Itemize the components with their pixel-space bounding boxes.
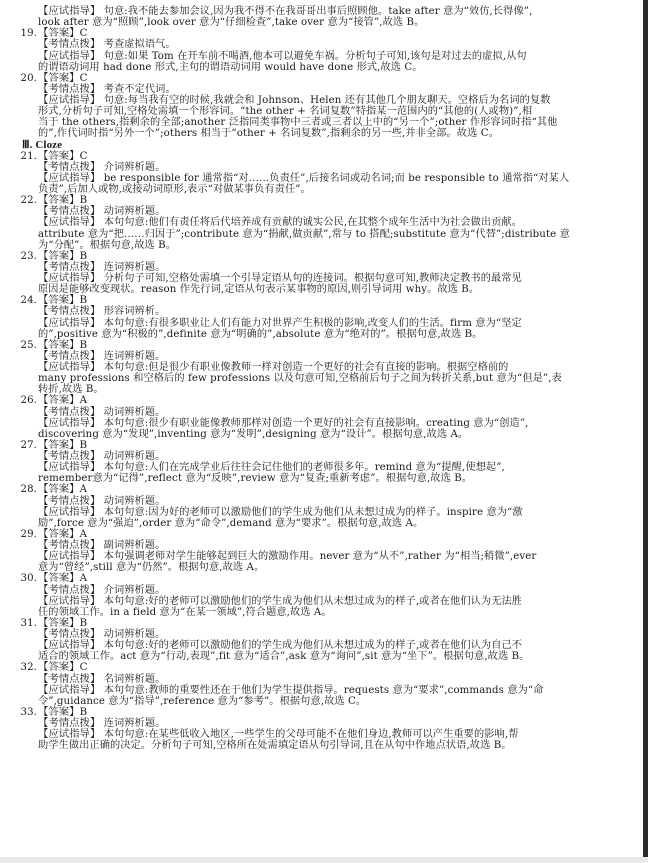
answer-value: A: [79, 484, 88, 496]
answer-value: B: [79, 339, 88, 351]
answer-label: 【答案】: [38, 194, 80, 207]
answer-label: 【答案】: [38, 705, 80, 718]
point-text: 动词辨析题。: [103, 495, 166, 507]
answer-value: B: [79, 295, 88, 307]
guide-text: 本句句意:因为好的老师可以激励他们的学生成为他们从未想过成为的样子。inspire 意为“激: [103, 506, 523, 518]
point-text: 考查不定代词。: [103, 83, 176, 95]
answer-label: 【答案】: [38, 438, 80, 451]
guide-label: 【应试指导】: [38, 171, 101, 184]
answer-value: C: [79, 28, 88, 40]
answer-value: B: [79, 195, 88, 207]
answer-label: 【答案】: [38, 149, 80, 162]
point-text: 连词辨析题。: [103, 261, 166, 273]
item-number: 25.: [20, 339, 37, 351]
answer-item: [0, 151, 643, 196]
guide-text: 的”,作代词时指“另外一个”;others 相当于“other + 名词复数”,指剩余的另一些,并非全部。故选 C。: [38, 128, 499, 140]
item-number: 24.: [20, 295, 37, 307]
answer-value: B: [79, 250, 88, 262]
guide-text: 转折,故选 B。: [38, 384, 104, 396]
answer-item: [0, 484, 643, 529]
answer-label: 【答案】: [38, 338, 80, 351]
answer-value: C: [79, 150, 88, 162]
item-number: 27.: [20, 439, 37, 451]
answer-item: [0, 195, 643, 251]
point-text: 副词辨析题。: [103, 540, 166, 551]
guide-text: 本句句意:人们在完成学业后往往会记住他们的老师很多年。remind 意为“提醒,使想起”,: [103, 462, 505, 474]
item-number: 26.: [20, 395, 37, 407]
answer-item: [0, 295, 643, 340]
item-number: 19.: [20, 28, 37, 40]
point-label: 【考情点拨】: [38, 349, 101, 362]
guide-text: 形式,分析句子可知,空格处需填一个形容词。“the other + 名词复数”特指某一范围内的“其他的(人或物)”,相: [38, 106, 533, 118]
guide-text: 的”,positive 意为“积极的”,definite 意为“明确的”,absolute 意为“绝对的”。根据句意,故选 B。: [38, 328, 483, 340]
point-text: 连词辨析题。: [103, 718, 166, 729]
guide-label: 【应试指导】: [38, 639, 101, 652]
item-number: 21.: [20, 150, 37, 162]
section-heading-cloze: Ⅲ. Cloze: [22, 138, 63, 151]
point-label: 【考情点拨】: [38, 38, 101, 51]
guide-text: be responsible for 通常指“对……负责任”,后接名词或动名词;而 be responsible to 通常指“对某人: [103, 172, 570, 184]
item-number: 30.: [20, 573, 37, 585]
item-number: 22.: [20, 195, 37, 207]
answer-item: [0, 73, 643, 140]
item-number: 31.: [20, 617, 37, 629]
point-text: 动词辨析题。: [103, 206, 166, 218]
scan-edge-right: [643, 0, 648, 863]
item-number: 29.: [20, 528, 37, 540]
point-text: 形容词辨析。: [103, 306, 166, 318]
guide-label: 【应试指导】: [38, 216, 101, 229]
guide-text: 为“分配”。根据句意,故选 B。: [38, 239, 177, 251]
answer-value: B: [79, 617, 88, 629]
item-number: 20.: [20, 72, 37, 84]
guide-text: 负责”,后加人或物,或接动词原形,表示“对做某事负有责任”。: [38, 184, 311, 195]
item-number: 33.: [20, 706, 37, 718]
answer-label: 【答案】: [38, 661, 80, 674]
guide-text: 本句句意:很少有职业能像教师那样对创造一个更好的社会有直接影响。creating 意为“创造”,: [103, 417, 529, 429]
answer-label: 【答案】: [38, 483, 80, 496]
answer-item: [0, 251, 643, 296]
answer-item: [0, 573, 643, 618]
guide-label: 【应试指导】: [38, 49, 101, 62]
point-label: 【考情点拨】: [38, 717, 101, 729]
answer-item: [0, 395, 643, 440]
guide-text: 意为“曾经”,still 意为“仍然”。根据句意,故选 A。: [38, 562, 265, 574]
guide-label: 【应试指导】: [38, 316, 101, 329]
guide-text: look after 意为“照顾”,look over 意为“仔细检查”,take over 意为“接管”,故选 B。: [38, 17, 425, 29]
answer-label: 【答案】: [38, 294, 80, 307]
guide-label: 【应试指导】: [38, 728, 101, 741]
document-page: [0, 6, 643, 751]
guide-text: 本句句意:他们有责任将后代培养成有贡献的诚实公民,在其整个成年生活中为社会做出贡献。: [103, 217, 523, 229]
item-number: 28.: [20, 484, 37, 496]
point-label: 【考情点拨】: [38, 260, 101, 273]
guide-text: remember意为“记得”,reflect 意为“反映”,review 意为“复查;重新考虑”。根据句意,故选 B。: [38, 473, 473, 485]
answer-item: [0, 707, 643, 752]
answer-label: 【答案】: [38, 572, 80, 585]
item-18-tail: [0, 6, 643, 28]
guide-text: 的谓语动词用 had done 形式,主句的谓语动词用 would have done 形式,故选 C。: [38, 61, 423, 73]
answer-item: [0, 662, 643, 707]
point-label: 【考情点拨】: [38, 405, 101, 418]
guide-text: 句意:我不能去参加会议,因为我不得不在我哥哥出事后照顾他。take after 意为“效仿,长得像”,: [103, 6, 533, 17]
answer-value: C: [79, 72, 88, 84]
point-label: 【考情点拨】: [38, 450, 101, 462]
guide-text: 句意:如果 Tom 在开车前不喝酒,他本可以避免车祸。分析句子可知,该句是对过去的虚拟,从句: [103, 50, 527, 62]
guide-text: 本句句意:有很多职业让人们有能力对世界产生积极的影响,改变人们的生活。firm 意为“坚定: [103, 317, 522, 329]
guide-text: 本句句意:教师的重要性还在于他们为学生提供指导。requests 意为“要求”,commands 意为“命: [103, 684, 544, 696]
guide-text: attribute 意为“把……归因于”;contribute 意为“捐献,做贡献”,常与 to 搭配;substitute 意为“代替”;distribute 意: [38, 228, 570, 240]
answer-label: 【答案】: [38, 71, 80, 84]
guide-text: many professions 和空格后的 few professions 以及句意可知,空格前后句子之间为转折关系,but 意为“但是”,表: [38, 373, 562, 385]
answer-label: 【答案】: [38, 394, 80, 407]
guide-label: 【应试指导】: [38, 416, 101, 429]
point-label: 【考情点拨】: [38, 82, 101, 95]
guide-label: 【应试指导】: [38, 683, 101, 696]
guide-text: 任的领域工作。in a field 意为“在某一领域”,符合题意,故选 A。: [38, 606, 332, 618]
answer-item: [0, 618, 643, 663]
guide-text: 当于 the others,指剩余的全部;another 泛指同类事物中三者或三者以上中的“另一个”;other 作形容词时指“其他: [38, 117, 558, 129]
guide-text: discovering 意为“发现”,inventing 意为“发明”,designing 意为“设计”。根据句意,故选 A。: [38, 428, 469, 440]
point-text: 名词辨析题。: [103, 673, 166, 685]
guide-text: 本句强调老师对学生能够起到巨大的激励作用。never 意为“从不”,rather 为“相当;稍微”,ever: [103, 551, 537, 563]
answer-label: 【答案】: [38, 616, 80, 629]
guide-label: 【应试指导】: [38, 550, 101, 563]
point-text: 动词辨析题。: [103, 406, 166, 418]
point-label: 【考情点拨】: [38, 205, 101, 218]
guide-text: 句意:每当我有空的时候,我就会和 Johnson、Helen 还有其他几个朋友聊天。空格后为名词的复数: [103, 95, 551, 106]
point-text: 介词辨析题。: [103, 161, 166, 173]
item-number: 32.: [20, 662, 37, 674]
guide-text: 分析句子可知,空格处需填一个引导定语从句的连接词。根据句意可知,教师决定教书的最常见: [103, 273, 522, 284]
point-text: 动词辨析题。: [103, 629, 166, 640]
answer-value: C: [79, 662, 88, 674]
answer-item: [0, 440, 643, 485]
point-label: 【考情点拨】: [38, 628, 101, 640]
guide-text: 励”,force 意为“强迫”,order 意为“命令”,demand 意为“要求”。根据句意,故选 A。: [38, 517, 424, 529]
guide-label: 【应试指导】: [38, 594, 101, 607]
guide-text: 本句句意:好的老师可以激励他们的学生成为他们从未想过成为的样子,或者在他们认为无法胜: [103, 595, 523, 607]
point-text: 连词辨析题。: [103, 350, 166, 362]
guide-text: 令”,guidance 意为“指导”,reference 意为“参考”。根据句意,故选 C。: [38, 695, 367, 707]
answer-label: 【答案】: [38, 27, 80, 40]
guide-label: 【应试指导】: [38, 461, 101, 474]
guide-text: 本句句意:但是很少有职业像教师一样对创造一个更好的社会有直接的影响。根据空格前的: [103, 362, 509, 373]
point-label: 【考情点拨】: [38, 583, 101, 596]
answer-item: [0, 28, 643, 73]
answer-label: 【答案】: [38, 249, 80, 262]
answer-value: A: [79, 395, 88, 407]
point-text: 动词辨析题。: [103, 451, 166, 462]
point-text: 考查虚拟语气。: [103, 39, 176, 51]
answer-item: [0, 529, 643, 574]
point-label: 【考情点拨】: [38, 539, 101, 551]
point-label: 【考情点拨】: [38, 160, 101, 173]
point-label: 【考情点拨】: [38, 672, 101, 685]
guide-label: 【应试指导】: [38, 5, 101, 17]
guide-label: 【应试指导】: [38, 94, 101, 106]
guide-text: 本句句意:好的老师可以激励他们的学生成为他们从未想过成为的样子,或者在他们认为自己不: [103, 640, 523, 652]
point-text: 介词辨析题。: [103, 584, 166, 596]
answer-value: B: [79, 706, 88, 718]
answer-value: B: [79, 439, 88, 451]
point-label: 【考情点拨】: [38, 305, 101, 318]
guide-label: 【应试指导】: [38, 361, 101, 373]
answer-value: A: [79, 573, 88, 585]
guide-text: 本句句意:在某些低收入地区,一些学生的父母可能不在他们身边,教师可以产生重要的影响,帮: [103, 729, 519, 741]
guide-text: 助学生做出正确的决定。分析句子可知,空格所在处需填定语从句引导词,且在从句中作地点状语,故选 B。: [38, 740, 512, 752]
answer-value: A: [79, 528, 88, 540]
point-label: 【考情点拨】: [38, 494, 101, 507]
guide-label: 【应试指导】: [38, 505, 101, 518]
item-number: 23.: [20, 250, 37, 262]
answer-item: [0, 340, 643, 396]
answer-label: 【答案】: [38, 527, 80, 540]
guide-label: 【应试指导】: [38, 272, 101, 284]
guide-text: 原因是能够改变现状。reason 作先行词,定语从句表示某事物的原因,则引导词用 why。故选 B。: [38, 284, 480, 296]
guide-text: 适合的领域工作。act 意为“行动,表现”,fit 意为“适合”,ask 意为“询问”,sit 意为“坐下”。根据句意,故选 B。: [38, 651, 530, 663]
scan-edge-bottom: [0, 857, 648, 863]
